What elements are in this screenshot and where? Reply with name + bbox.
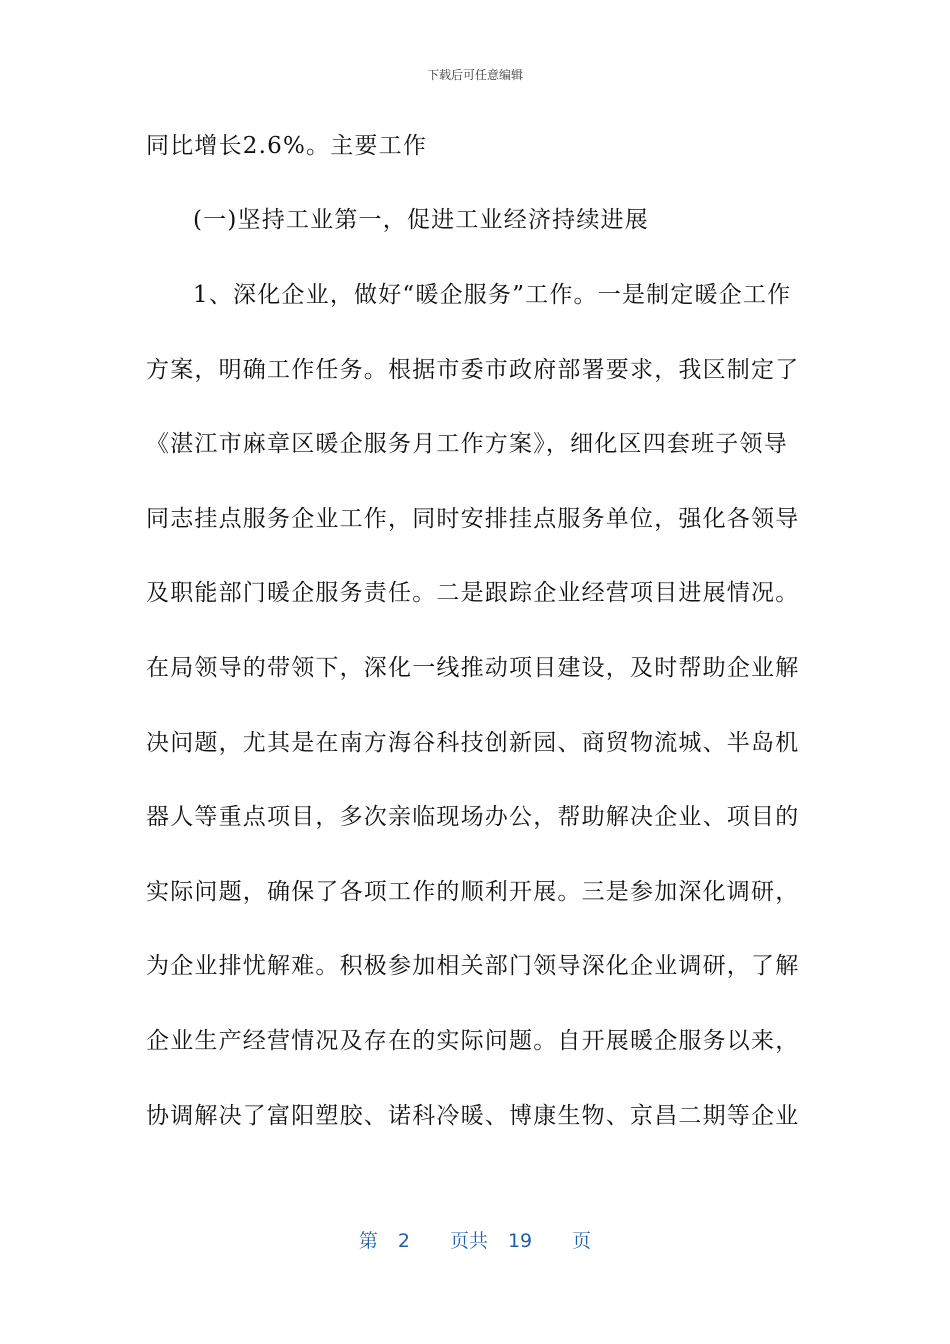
page-middle-text: 页共 xyxy=(449,1230,488,1252)
current-page-number: 2 xyxy=(397,1230,410,1252)
total-pages-number: 19 xyxy=(507,1230,533,1252)
body-line-6: 同志挂点服务企业工作，同时安排挂点服务单位，强化各领导 xyxy=(146,506,800,532)
body-line-1: 同比增长2.6%。主要工作 xyxy=(146,133,428,159)
body-line-13: 企业生产经营情况及存在的实际问题。自开展暖企服务以来， xyxy=(146,1028,800,1054)
body-line-9: 决问题，尤其是在南方海谷科技创新园、商贸物流城、半岛机 xyxy=(146,730,800,756)
body-line-12: 为企业排忧解难。积极参加相关部门领导深化企业调研，了解 xyxy=(146,953,800,979)
body-line-7: 及职能部门暖企服务责任。二是跟踪企业经营项目进展情况。 xyxy=(146,580,800,606)
body-line-3: 1、深化企业，做好“暖企服务”工作。一是制定暖企工作 xyxy=(193,282,792,308)
body-line-14: 协调解决了富阳塑胶、诺科冷暖、博康生物、京昌二期等企业 xyxy=(146,1103,800,1129)
body-line-10: 器人等重点项目，多次亲临现场办公，帮助解决企业、项目的 xyxy=(146,804,800,830)
section-heading: (一)坚持工业第一，促进工业经济持续进展 xyxy=(193,207,649,233)
body-line-11: 实际问题，确保了各项工作的顺利开展。三是参加深化调研， xyxy=(146,879,800,905)
body-line-8: 在局领导的带领下，深化一线推动项目建设，及时帮助企业解 xyxy=(146,655,800,681)
header-note: 下载后可任意编辑 xyxy=(426,68,523,82)
body-line-5: 《湛江市麻章区暖企服务月工作方案》，细化区四套班子领导 xyxy=(146,431,788,457)
body-line-4: 方案，明确工作任务。根据市委市政府部署要求，我区制定了 xyxy=(146,357,800,383)
page-prefix: 第 xyxy=(358,1230,378,1252)
page-suffix: 页 xyxy=(572,1230,592,1252)
page-footer xyxy=(0,1226,950,1253)
